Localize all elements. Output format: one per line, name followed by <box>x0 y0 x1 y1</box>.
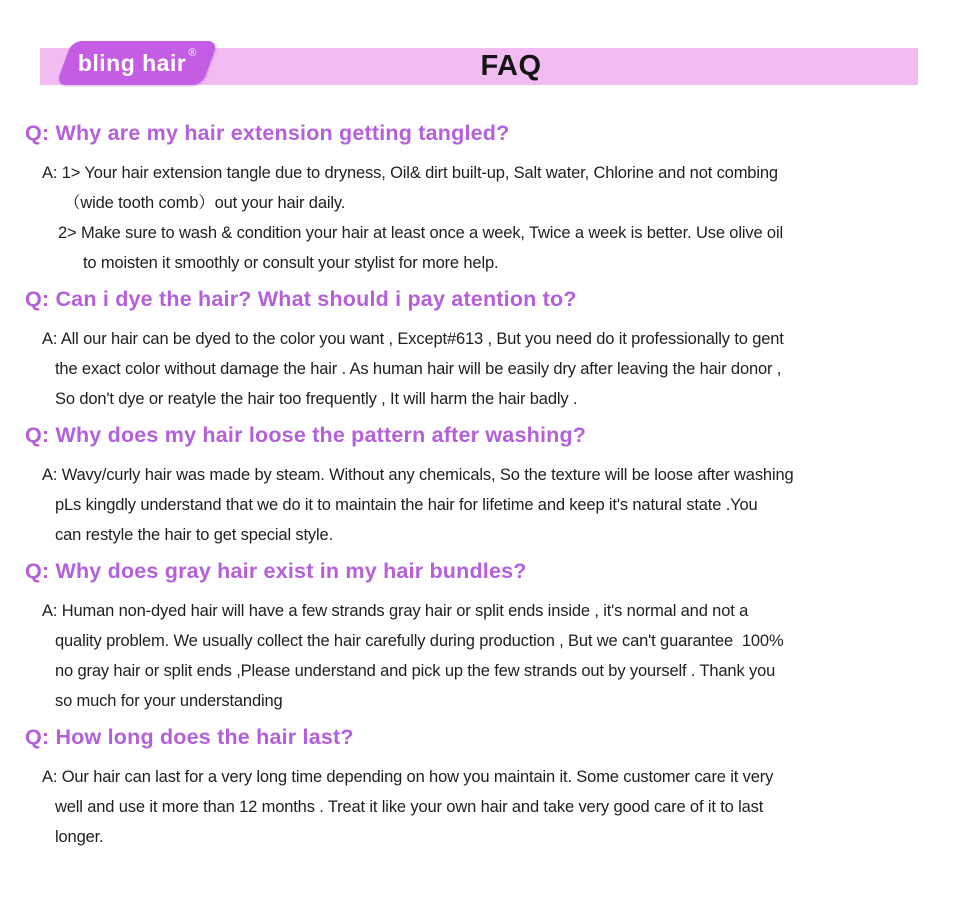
faq-item <box>0 284 960 414</box>
faq-item <box>0 420 960 550</box>
faq-answer-line: quality problem. We usually collect the hair carefully during production , But we can't guarantee 100% <box>55 632 784 650</box>
brand-name: bling hair <box>78 49 187 76</box>
faq-answer <box>0 596 960 716</box>
faq-answer-line: 2> Make sure to wash & condition your hair at least once a week, Twice a week is better. Use olive oil <box>58 224 783 242</box>
faq-answer-line: longer. <box>55 828 104 846</box>
faq-answer-line: well and use it more than 12 months . Treat it like your own hair and take very good care of it to last <box>55 798 764 816</box>
faq-list <box>0 118 960 852</box>
faq-answer-line: So don't dye or reatyle the hair too frequently , It will harm the hair badly . <box>55 390 578 408</box>
faq-item <box>0 722 960 852</box>
registered-trademark-icon: ® <box>188 46 198 59</box>
brand-logo <box>56 41 218 85</box>
faq-answer-line: A: 1> Your hair extension tangle due to dryness, Oil& dirt built-up, Salt water, Chlorine and not combing <box>42 164 778 182</box>
faq-answer-line: so much for your understanding <box>55 692 283 710</box>
faq-question: Q: Why are my hair extension getting tangled? <box>25 121 510 145</box>
faq-answer-line: A: All our hair can be dyed to the color you want , Except#613 , But you need do it professionally to gent <box>42 330 784 348</box>
faq-answer-line: the exact color without damage the hair . As human hair will be easily dry after leaving the hair donor , <box>55 360 782 378</box>
faq-item <box>0 556 960 716</box>
faq-answer-line: A: Human non-dyed hair will have a few strands gray hair or split ends inside , it's normal and not a <box>42 602 749 620</box>
faq-question: Q: Why does gray hair exist in my hair bundles? <box>25 559 527 583</box>
header-banner <box>40 48 918 85</box>
faq-answer <box>0 158 960 278</box>
faq-answer-line: to moisten it smoothly or consult your stylist for more help. <box>83 254 499 272</box>
faq-question: Q: How long does the hair last? <box>25 725 354 749</box>
faq-answer <box>0 762 960 852</box>
faq-answer-line: can restyle the hair to get special style. <box>55 526 334 544</box>
faq-answer-line: A: Wavy/curly hair was made by steam. Without any chemicals, So the texture will be loose after washing <box>42 466 794 484</box>
faq-question: Q: Can i dye the hair? What should i pay atention to? <box>25 287 577 311</box>
brand-logo-text <box>78 46 198 77</box>
faq-answer <box>0 324 960 414</box>
faq-answer-line: A: Our hair can last for a very long time depending on how you maintain it. Some customer care it very <box>42 768 774 786</box>
page-title: FAQ <box>480 50 542 82</box>
faq-item <box>0 118 960 278</box>
faq-answer <box>0 460 960 550</box>
faq-answer-line: no gray hair or split ends ,Please understand and pick up the few strands out by yourself . Thank you <box>55 662 776 680</box>
faq-question: Q: Why does my hair loose the pattern after washing? <box>25 423 587 447</box>
faq-answer-line: pLs kingdly understand that we do it to maintain the hair for lifetime and keep it's natural state .You <box>55 496 758 514</box>
faq-answer-line: （wide tooth comb）out your hair daily. <box>64 194 346 212</box>
